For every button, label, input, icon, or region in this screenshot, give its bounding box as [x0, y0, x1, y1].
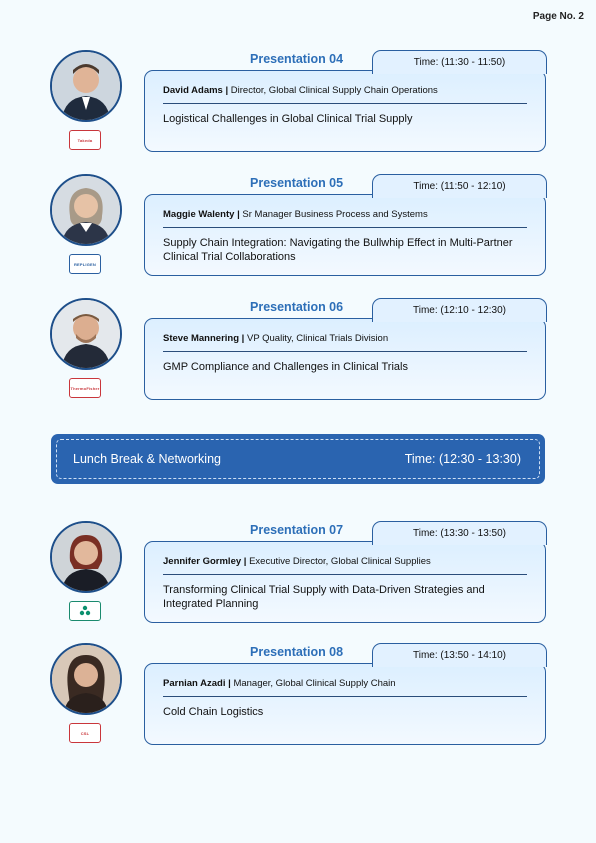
separator: | — [237, 209, 240, 220]
presentation-title: Presentation 05 — [250, 176, 344, 190]
speaker-role: Manager, Global Clinical Supply Chain — [233, 678, 396, 689]
speaker-photo — [50, 643, 122, 715]
time-tab — [372, 643, 547, 667]
presentation-title: Presentation 04 — [250, 52, 344, 66]
time-tab — [372, 521, 547, 545]
session-time: Time: (11:50 - 12:10) — [413, 181, 506, 192]
lunch-time: Time: (12:30 - 13:30) — [404, 452, 521, 466]
divider — [163, 103, 527, 104]
presentation-card — [144, 541, 546, 623]
company-logo: CSL — [69, 723, 101, 743]
speaker-role: Executive Director, Global Clinical Supplies — [249, 556, 431, 567]
divider — [163, 227, 527, 228]
speaker-name: Steve Mannering — [163, 333, 240, 344]
talk-title: Logistical Challenges in Global Clinical Trial Supply — [163, 113, 413, 125]
presentation-card — [144, 318, 546, 400]
time-tab — [372, 298, 547, 322]
speaker-photo — [50, 50, 122, 122]
company-logo: Takeda — [69, 130, 101, 150]
session-presentation-08 — [0, 643, 596, 753]
time-tab — [372, 50, 547, 74]
speaker-role: Director, Global Clinical Supply Chain Operations — [230, 85, 438, 96]
presentation-title: Presentation 07 — [250, 523, 344, 537]
speaker-photo — [50, 298, 122, 370]
session-time: Time: (11:30 - 11:50) — [413, 57, 506, 68]
speaker-line — [163, 333, 388, 344]
presentation-card — [144, 194, 546, 276]
session-presentation-05 — [0, 174, 596, 284]
separator: | — [241, 333, 245, 344]
presentation-card — [144, 663, 546, 745]
divider — [163, 351, 527, 352]
speaker-role: Sr Manager Business Process and Systems — [242, 209, 428, 220]
speaker-name: Maggie Walenty — [163, 209, 235, 220]
speaker-name: David Adams — [163, 85, 223, 96]
speaker-name: Jennifer Gormley — [163, 556, 242, 567]
session-time: Time: (13:50 - 14:10) — [412, 650, 506, 661]
lunch-break-banner — [51, 434, 545, 484]
session-time: Time: (12:10 - 12:30) — [412, 305, 506, 316]
talk-title: GMP Compliance and Challenges in Clinical Trials — [163, 361, 408, 373]
company-logo: REPLIGEN — [69, 254, 101, 274]
company-logo: ThermoFisher — [69, 378, 101, 398]
speaker-line — [163, 678, 396, 689]
speaker-photo — [50, 521, 122, 593]
talk-title: Cold Chain Logistics — [163, 706, 264, 718]
separator: | — [243, 556, 247, 567]
page-number: Page No. 2 — [532, 11, 584, 22]
logo-mark-icon — [79, 605, 91, 617]
speaker-line — [163, 556, 431, 567]
lunch-label: Lunch Break & Networking — [73, 452, 221, 466]
divider — [163, 696, 527, 697]
session-presentation-07 — [0, 521, 596, 631]
presentation-card — [144, 70, 546, 152]
talk-title: Supply Chain Integration: Navigating the Bullwhip Effect in Multi-Partner Clinical Trial Collaborations — [163, 237, 513, 263]
company-logo — [69, 601, 101, 621]
separator: | — [228, 678, 231, 689]
session-presentation-04 — [0, 50, 596, 160]
presentation-title: Presentation 08 — [250, 645, 344, 659]
session-time: Time: (13:30 - 13:50) — [412, 528, 506, 539]
time-tab — [372, 174, 547, 198]
presentation-title: Presentation 06 — [250, 300, 344, 314]
speaker-role: VP Quality, Clinical Trials Division — [246, 333, 389, 344]
talk-title: Transforming Clinical Trial Supply with Data-Driven Strategies and Integrated Planning — [163, 584, 485, 610]
speaker-name: Parnian Azadi — [163, 678, 226, 689]
speaker-line — [163, 209, 428, 220]
separator: | — [225, 85, 229, 96]
session-presentation-06 — [0, 298, 596, 408]
speaker-line — [163, 85, 438, 96]
divider — [163, 574, 527, 575]
speaker-photo — [50, 174, 122, 246]
